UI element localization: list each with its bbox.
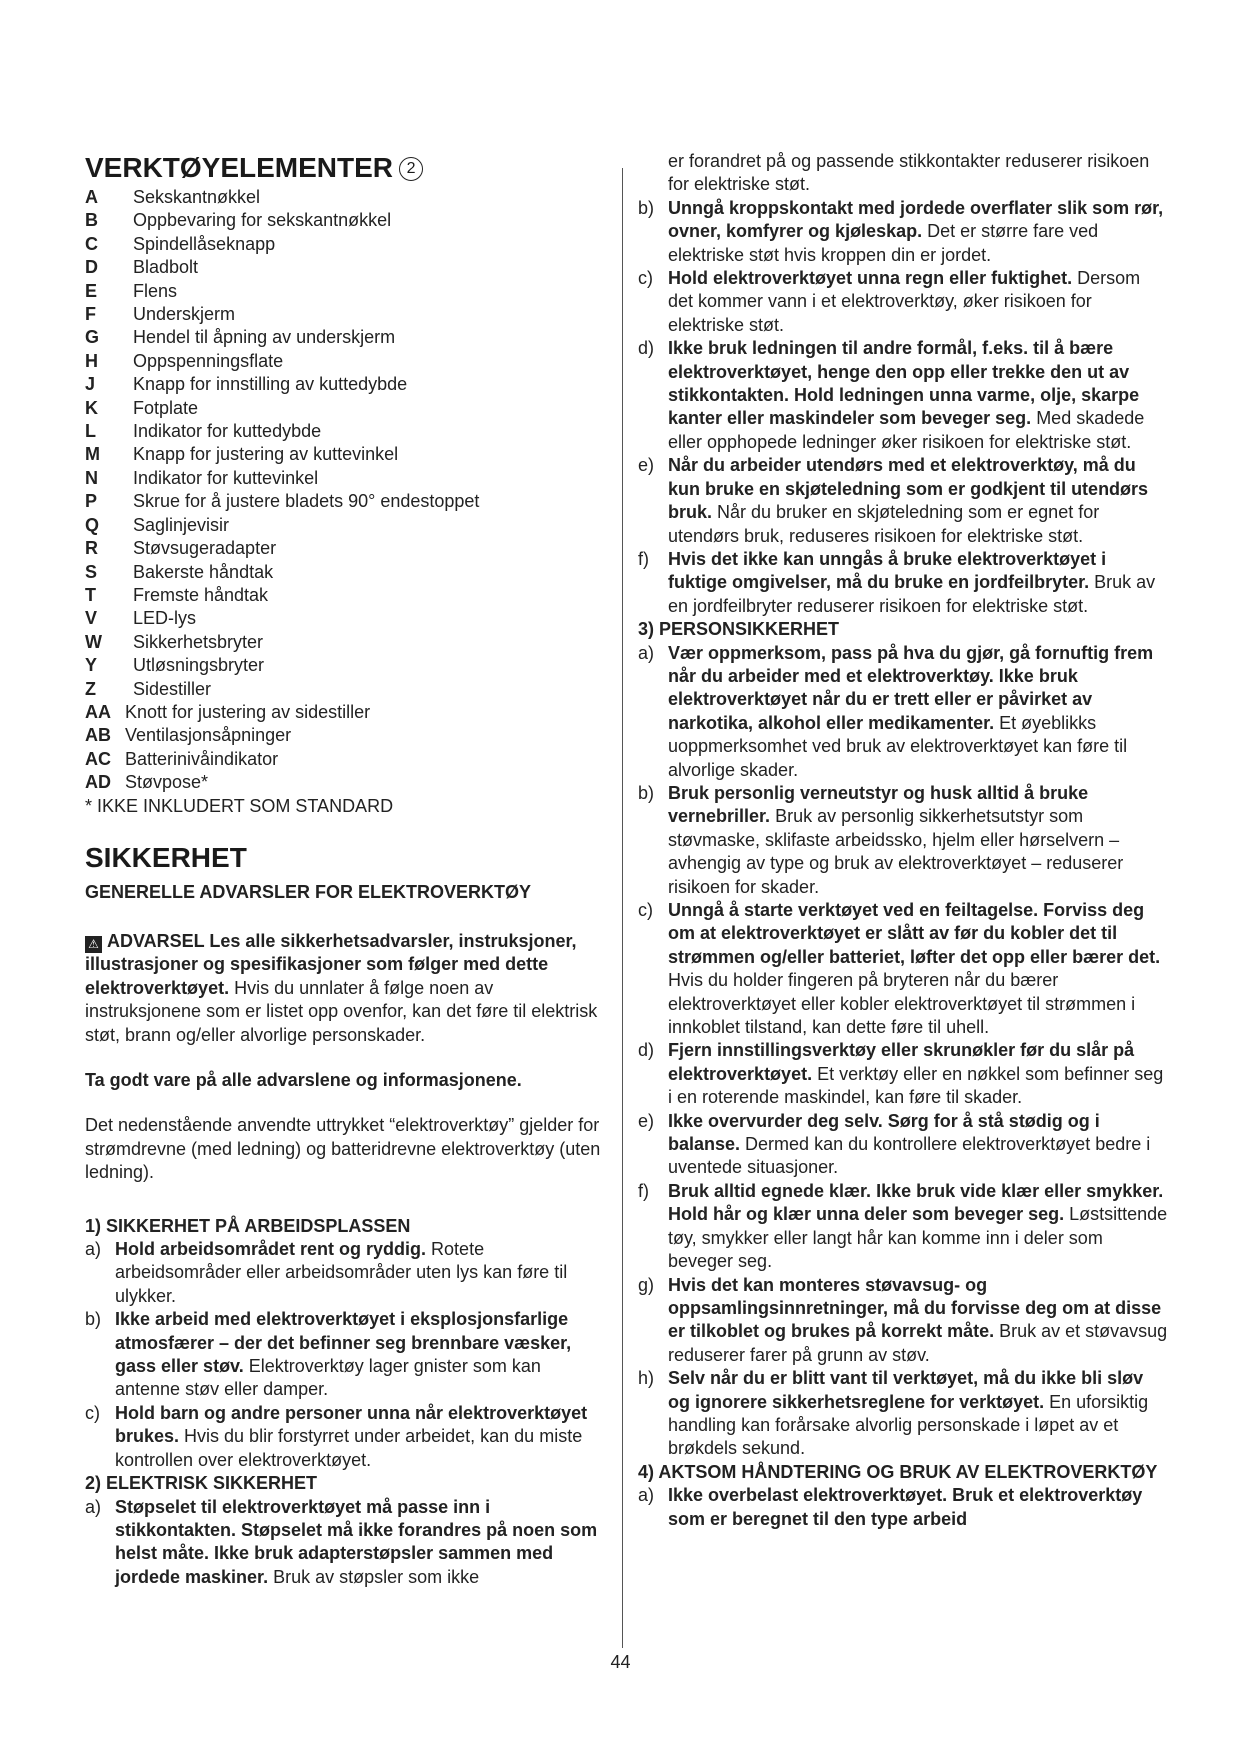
section-2-list-start — [85, 1496, 605, 1590]
item-marker: h) — [638, 1368, 655, 1389]
section-2-item — [638, 454, 1168, 548]
component-label: Fotplate — [133, 397, 199, 418]
item-text: Fjern innstillingsverktøy eller skrunøkler før du slår på elektroverktøyet. Et verktøy eller en nøkkel som befinner seg i en roterende maskindel, kan føre til skader. — [668, 1040, 1164, 1108]
component-label: Fremste håndtak — [133, 584, 269, 605]
component-label: Underskjerm — [133, 304, 236, 325]
section-2-item — [638, 337, 1168, 454]
component-label: Bladbolt — [133, 257, 199, 278]
component-item — [85, 584, 605, 607]
item-marker: b) — [638, 782, 655, 803]
component-key: AC — [85, 748, 111, 769]
component-label: Oppbevaring for sekskantnøkkel — [133, 210, 392, 231]
component-item — [85, 209, 605, 232]
component-key: V — [85, 608, 98, 629]
section-2-title: 2) ELEKTRISK SIKKERHET — [85, 1473, 318, 1494]
component-item — [85, 420, 605, 443]
section-4-item — [638, 1484, 1168, 1531]
item-text: Unngå å starte verktøyet ved en feiltagelse. Forviss deg om at elektroverktøyet er slått av før du kobler det til strømmen og/eller batteriet, løfter det opp eller bærer det. Hvis du holder fingeren på bryteren når du bærer elektroverktøyet eller kobler elektroverktøyet til strømmen i innkoblet tilstand, kan dette føre til uhell. — [668, 900, 1161, 1038]
component-label: Sekskantnøkkel — [133, 187, 261, 207]
component-item — [85, 326, 605, 349]
component-key: N — [85, 467, 98, 488]
component-key: R — [85, 538, 98, 559]
component-label: Sidestiller — [133, 678, 212, 699]
section-3-item — [638, 1180, 1168, 1274]
item-marker: d) — [638, 338, 655, 359]
warning-icon: ⚠ — [85, 936, 102, 953]
component-key: Q — [85, 514, 100, 535]
section-2-item — [85, 1496, 605, 1590]
component-item — [85, 678, 605, 701]
component-key: F — [85, 304, 96, 325]
item-text: Hold arbeidsområdet rent og ryddig. Rotete arbeidsområder eller arbeidsområder uten lys kan føre til ulykker. — [115, 1239, 568, 1306]
item-text: Når du arbeider utendørs med et elektroverktøy, må du kun bruke en skjøteledning som er godkjent til utendørs bruk. Når du bruker en skjøteledning som er egnet for utendørs bruk, reduseres risikoen for elektriske støt. — [668, 455, 1149, 546]
component-key: W — [85, 631, 102, 652]
components-title: VERKTØYELEMENTER 2 — [85, 150, 605, 186]
item-marker: f) — [638, 1180, 649, 1201]
component-label: Indikator for kuttevinkel — [133, 467, 319, 488]
item-text: Hold barn og andre personer unna når elektroverktøyet brukes. Hvis du blir forstyrret under arbeidet, kan du miste kontrollen over elektroverktøyet. — [115, 1402, 588, 1470]
component-item — [85, 748, 605, 771]
component-item — [85, 654, 605, 677]
item-marker: c) — [638, 268, 653, 289]
component-label: Batterinivåindikator — [125, 748, 279, 769]
component-label: Knott for justering av sidestiller — [125, 701, 371, 722]
component-item — [85, 373, 605, 396]
section-1-list — [85, 1238, 605, 1472]
item-marker: c) — [638, 900, 653, 920]
section-3-item — [638, 1039, 1168, 1109]
component-label: Knapp for innstilling av kuttedybde — [133, 374, 408, 395]
component-key: AD — [85, 772, 111, 793]
item-text: Bruk alltid egnede klær. Ikke bruk vide klær eller smykker. Hold hår og klær unna deler som beveger seg. Løstsittende tøy, smykker eller langt hår kan komme inn i deler som beveger seg. — [668, 1180, 1168, 1272]
column-divider — [622, 168, 623, 1648]
not-included-note: * IKKE INKLUDERT SOM STANDARD — [85, 795, 394, 816]
component-label: Oppspenningsflate — [133, 350, 284, 371]
item-text: Unngå kroppskontakt med jordede overflater slik som rør, ovner, komfyrer og kjøleskap. Det er større fare ved elektriske støt hvis kroppen din er jordet. — [668, 197, 1164, 265]
section-2-continuation: er forandret på og passende stikkontakter reduserer risikoen for elektriske støt. — [668, 151, 1150, 195]
item-text: Hvis det kan monteres støvavsug- og oppsamlingsinnretninger, må du forvisse deg om at disse er tilkoblet og brukes på korrekt måte. Bruk av et støvavsug reduserer farer på grunn av støv. — [668, 1274, 1168, 1365]
item-marker: d) — [638, 1040, 655, 1061]
section-2-list — [638, 197, 1168, 618]
item-marker: b) — [638, 197, 655, 218]
section-1-item — [85, 1308, 605, 1402]
item-text: Bruk personlig verneutstyr og husk alltid å bruke vernebriller. Bruk av personlig sikkerhetsutstyr som støvmaske, sklifaste arbeidssko, hjelm eller hørselvern – avhengig av type og bruk av elektroverktøyet – reduserer risikoen for skader. — [668, 782, 1124, 897]
component-key: K — [85, 397, 98, 418]
take-care-note: Ta godt vare på alle advarslene og informasjonene. — [85, 1070, 522, 1090]
component-item — [85, 233, 605, 256]
section-3-item — [638, 642, 1168, 782]
item-marker: b) — [85, 1309, 102, 1330]
component-label: Knapp for justering av kuttevinkel — [133, 444, 399, 465]
component-key: Z — [85, 678, 96, 699]
component-key: M — [85, 444, 100, 465]
section-3-title: 3) PERSONSIKKERHET — [638, 619, 840, 640]
item-marker: a) — [638, 1485, 655, 1506]
item-marker: g) — [638, 1274, 655, 1295]
component-label: Skrue for å justere bladets 90° endestoppet — [133, 491, 480, 512]
component-label: Ventilasjonsåpninger — [125, 725, 292, 746]
item-text: Selv når du er blitt vant til verktøyet, må du ikke bli sløv og ignorere sikkerhetsreglene for verktøyet. En uforsiktig handling kan forårsake alvorlig personskade i løpet av et brøkdels sekund. — [668, 1368, 1149, 1459]
section-1-item — [85, 1238, 605, 1308]
component-label: Støvpose* — [125, 772, 209, 793]
component-item — [85, 771, 605, 794]
general-warning: ⚠ ADVARSEL Les alle sikkerhetsadvarsler, instruksjoner, illustrasjoner og spesifikasjoner som følger med dette elektroverktøyet. Hvis du unnlater å følge noen av instruksjonene som er listet opp ovenfor, kan det føre til elektrisk støt, brann og/eller alvorlige personskader. — [85, 930, 598, 1045]
item-text: Ikke overbelast elektroverktøyet. Bruk et elektroverktøy som er beregnet til den type arbeid — [668, 1485, 1143, 1529]
component-item — [85, 514, 605, 537]
section-1-item — [85, 1402, 605, 1472]
section-3-item — [638, 1367, 1168, 1461]
component-key: J — [85, 374, 96, 395]
item-marker: a) — [638, 642, 655, 663]
component-key: AA — [85, 701, 111, 722]
item-text: Hold elektroverktøyet unna regn eller fuktighet. Dersom det kommer vann i et elektroverktøy, øker risikoen for elektriske støt. — [668, 268, 1141, 335]
component-key: A — [85, 187, 98, 207]
component-item — [85, 303, 605, 326]
component-key: C — [85, 233, 98, 254]
item-marker: a) — [85, 1239, 102, 1260]
component-item — [85, 537, 605, 560]
section-3-item — [638, 899, 1168, 1039]
component-item — [85, 350, 605, 373]
component-label: Hendel til åpning av underskjerm — [133, 327, 396, 348]
item-marker: c) — [85, 1402, 100, 1423]
component-key: T — [85, 584, 96, 605]
component-label: Utløsningsbryter — [133, 655, 265, 676]
page-number: 44 — [610, 1652, 631, 1672]
section-3-list — [638, 642, 1168, 1461]
section-2-item — [638, 267, 1168, 337]
component-key: D — [85, 257, 98, 278]
section-3-item — [638, 1110, 1168, 1180]
component-item — [85, 186, 605, 209]
component-key: P — [85, 491, 98, 512]
component-item — [85, 467, 605, 490]
item-text: Ikke arbeid med elektroverktøyet i eksplosjonsfarlige atmosfærer – der det befinner seg brennbare væsker, gass eller støv. Elektroverktøy lager gnister som kan antenne støv eller damper. — [115, 1309, 572, 1400]
item-marker: f) — [638, 548, 649, 569]
component-label: Bakerste håndtak — [133, 561, 274, 582]
section-1-title: 1) SIKKERHET PÅ ARBEIDSPLASSEN — [85, 1215, 411, 1236]
components-list — [85, 186, 605, 795]
item-marker: e) — [638, 455, 655, 476]
safety-title: SIKKERHET — [85, 841, 247, 873]
component-item — [85, 256, 605, 279]
component-item — [85, 280, 605, 303]
item-marker: a) — [85, 1496, 102, 1517]
section-2-item — [638, 548, 1168, 618]
component-label: Spindellåseknapp — [133, 233, 276, 254]
component-key: B — [85, 210, 98, 231]
item-text: Ikke bruk ledningen til andre formål, f.eks. til å bære elektroverktøyet, henge den opp eller trekke den ut av stikkontakten. Hold ledningen unna varme, olje, skarpe kanter eller maskindeler som beveger seg. Med skadede eller opphopede ledninger øker risikoen for elektriske støt. — [668, 338, 1145, 452]
component-key: G — [85, 327, 100, 348]
item-text: Ikke overvurder deg selv. Sørg for å stå stødig og i balanse. Dermed kan du kontrollere elektroverktøyet bedre i uventede situasjoner. — [668, 1110, 1151, 1178]
section-3-item — [638, 782, 1168, 899]
component-label: Flens — [133, 280, 178, 301]
item-marker: e) — [638, 1110, 655, 1131]
component-label: Sikkerhetsbryter — [133, 631, 264, 652]
section-4-list — [638, 1484, 1168, 1531]
component-item — [85, 607, 605, 630]
component-key: AB — [85, 725, 111, 746]
item-text: Hvis det ikke kan unngås å bruke elektroverktøyet i fuktige omgivelser, må du bruke en jordfeilbryter. Bruk av en jordfeilbryter reduserer risikoen for elektriske støt. — [668, 548, 1156, 616]
section-2-item — [638, 197, 1168, 267]
item-text: Vær oppmerksom, pass på hva du gjør, gå fornuftig frem når du arbeider med et elektroverktøy. Ikke bruk elektroverktøyet når du er trett eller er påvirket av narkotika, alkohol eller medikamenter. Et øyeblikks uoppmerksomhet ved bruk av elektroverktøyet kan føre til alvorlige skader. — [668, 642, 1154, 780]
safety-subtitle: GENERELLE ADVARSLER FOR ELEKTROVERKTØY — [85, 881, 532, 902]
component-label: Indikator for kuttedybde — [133, 421, 322, 442]
component-key: L — [85, 421, 96, 442]
component-item — [85, 397, 605, 420]
component-item — [85, 724, 605, 747]
item-text: Støpselet til elektroverktøyet må passe inn i stikkontakten. Støpselet må ikke forandres på noen som helst måte. Ikke bruk adapterstøpsler sammen med jordede maskiner. Bruk av støpsler som ikke — [115, 1496, 598, 1587]
component-key: S — [85, 561, 98, 582]
component-item — [85, 701, 605, 724]
component-item — [85, 443, 605, 466]
section-3-item — [638, 1274, 1168, 1368]
component-item — [85, 631, 605, 654]
component-label: Saglinjevisir — [133, 514, 230, 535]
section-4-title: 4) AKTSOM HÅNDTERING OG BRUK AV ELEKTROVERKTØY — [638, 1461, 1158, 1482]
figure-ref-badge: 2 — [399, 157, 423, 181]
right-column — [638, 150, 1168, 1531]
component-key: Y — [85, 655, 98, 676]
left-column — [85, 150, 605, 1589]
component-label: Støvsugeradapter — [133, 538, 277, 559]
component-item — [85, 561, 605, 584]
component-key: H — [85, 350, 98, 371]
component-label: LED-lys — [133, 608, 197, 629]
component-key: E — [85, 280, 98, 301]
component-item — [85, 490, 605, 513]
definition-text: Det nedenstående anvendte uttrykket “elektroverktøy” gjelder for strømdrevne (med ledning) og batteridrevne elektroverktøy (uten ledning). — [85, 1115, 601, 1183]
